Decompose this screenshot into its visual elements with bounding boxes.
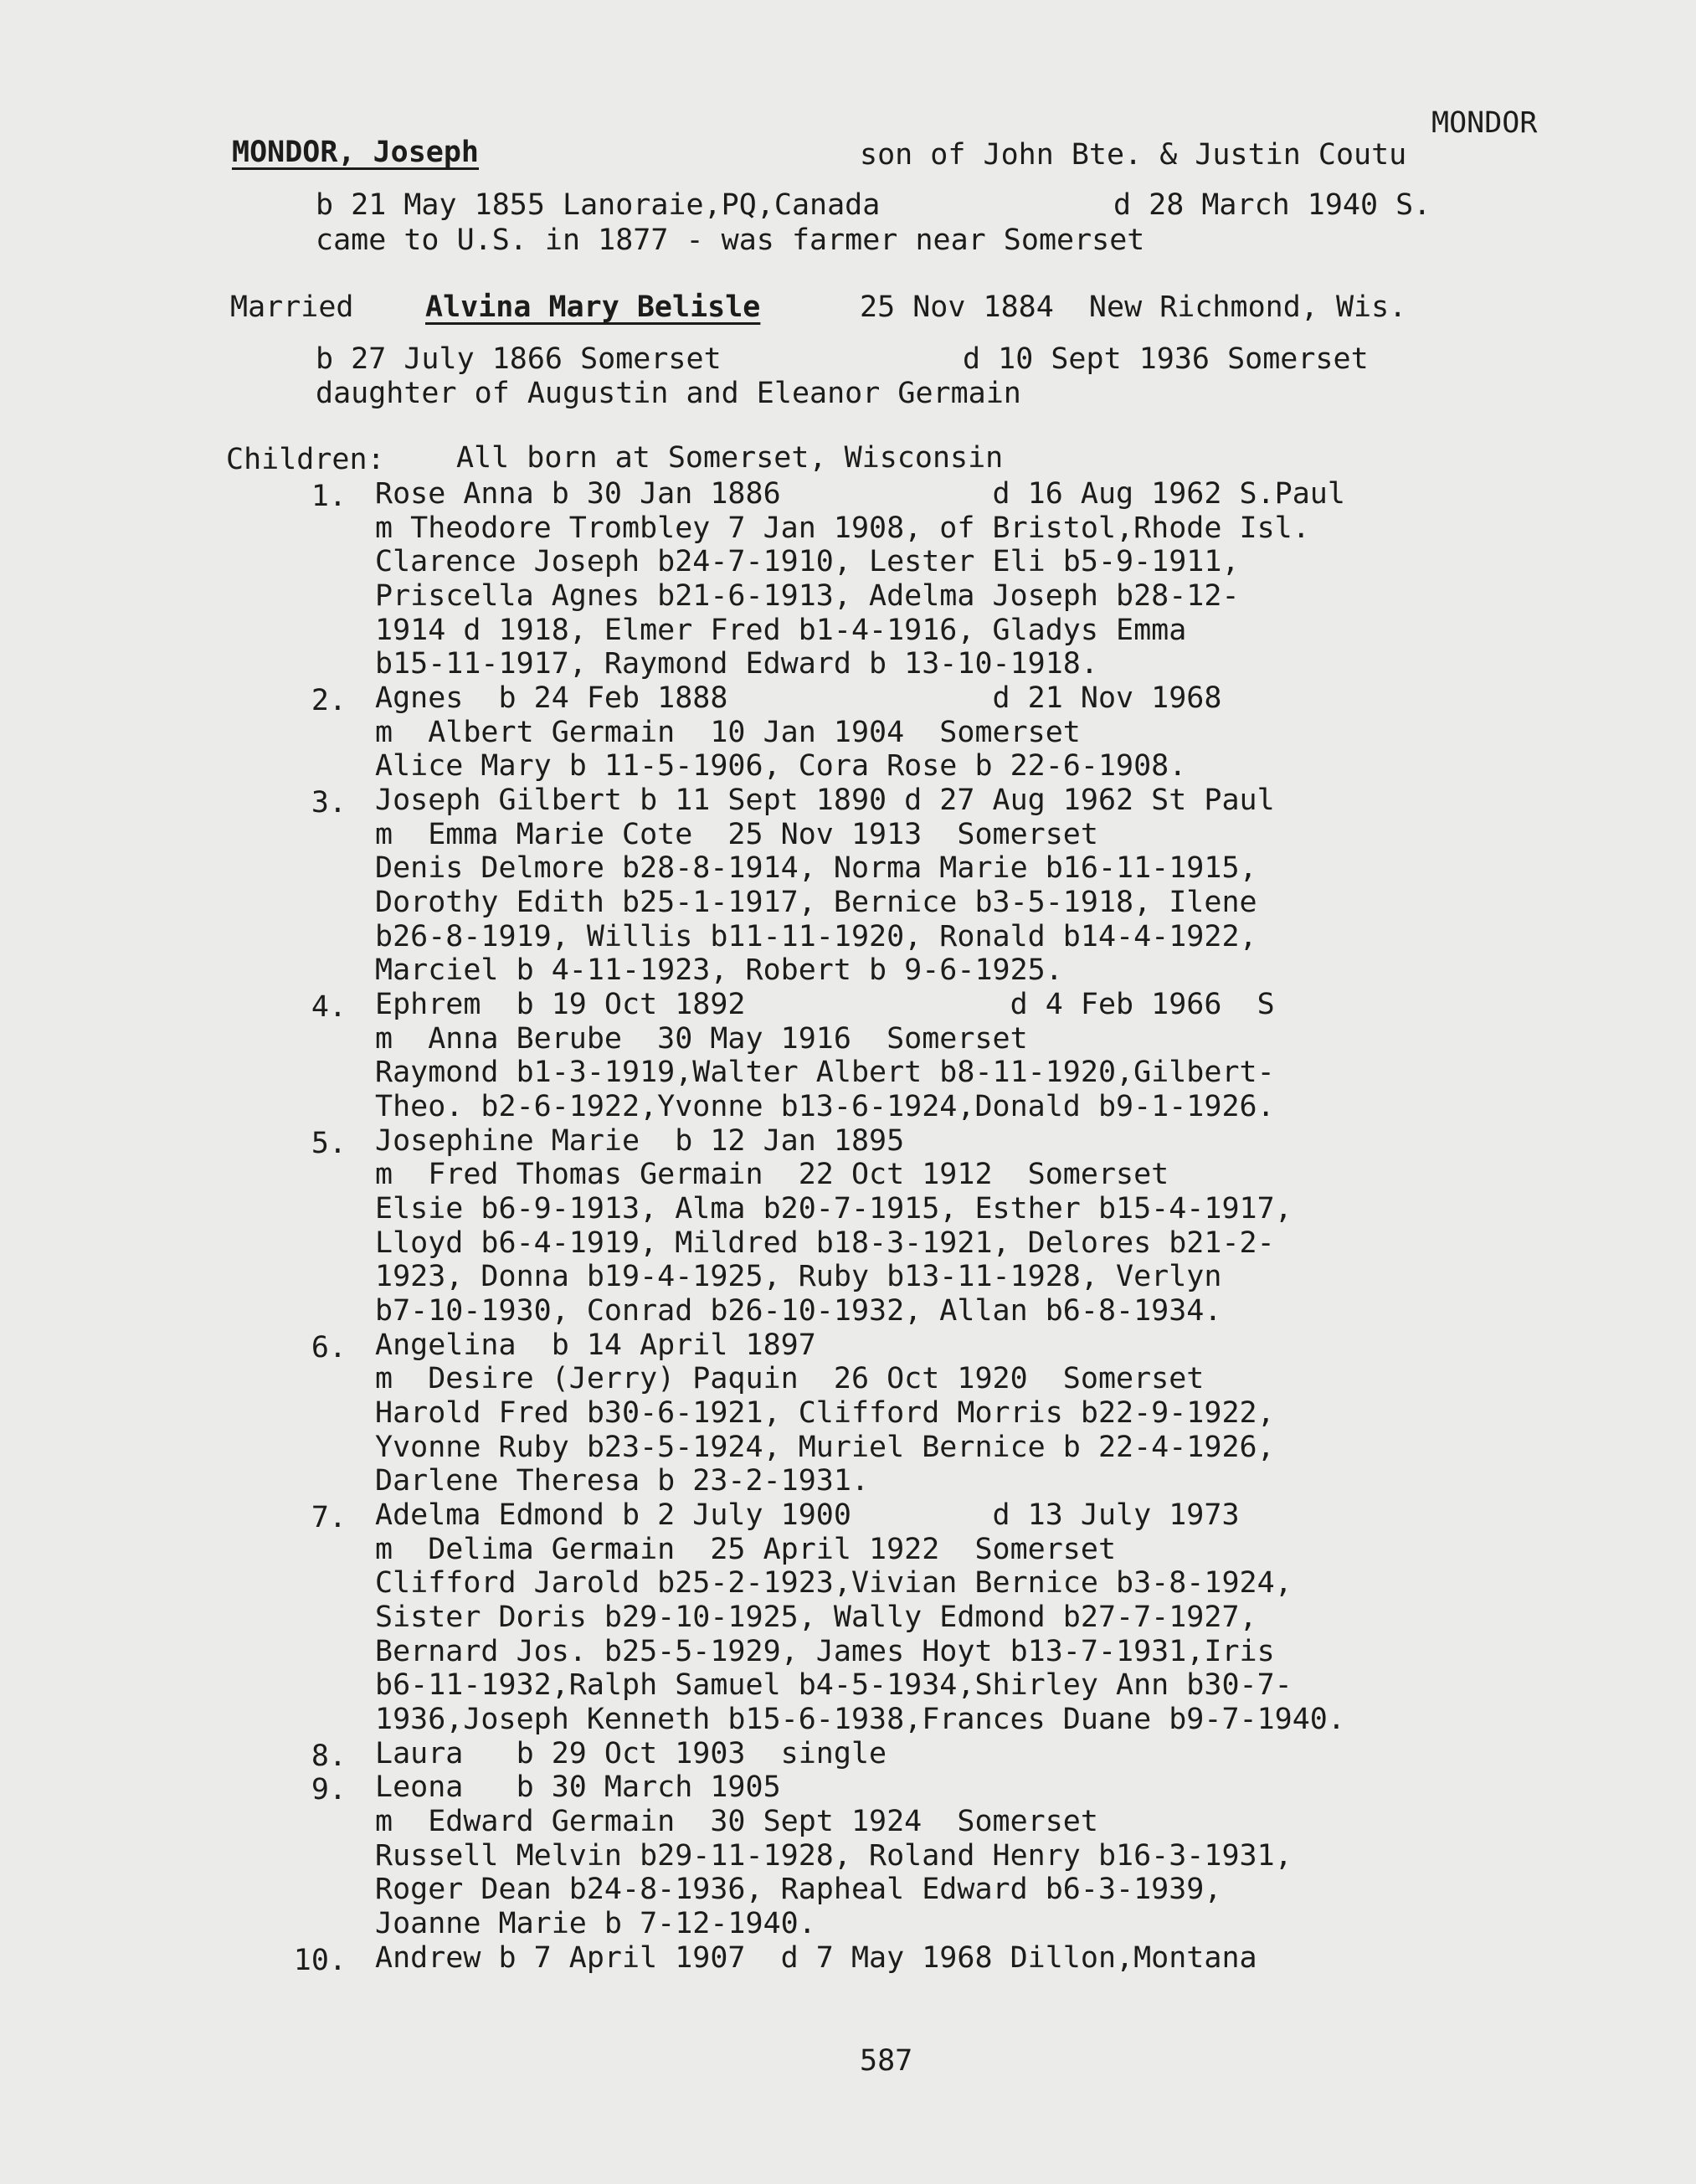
child-number: 9. bbox=[311, 1773, 347, 1806]
page-number: 587 bbox=[860, 2044, 913, 2078]
child-number: 5. bbox=[311, 1127, 347, 1160]
child-line: Russell Melvin b29-11-1928, Roland Henry b16-3-1931, bbox=[375, 1839, 1293, 1873]
children-note: All born at Somerset, Wisconsin bbox=[456, 441, 1004, 475]
child-line: 1936,Joseph Kenneth b15-6-1938,Frances Duane b9-7-1940. bbox=[375, 1703, 1345, 1736]
spouse-parents: daughter of Augustin and Eleanor Germain bbox=[316, 377, 1021, 410]
death-text: d 28 March 1940 S. bbox=[1113, 188, 1431, 222]
child-line: Marciel b 4-11-1923, Robert b 9-6-1925. bbox=[375, 953, 1063, 987]
child-line: Laura b 29 Oct 1903 single bbox=[375, 1737, 887, 1770]
child-line: Adelma Edmond b 2 July 1900 d 13 July 1973 bbox=[375, 1498, 1240, 1532]
child-line: Rose Anna b 30 Jan 1886 d 16 Aug 1962 S.Paul bbox=[375, 477, 1345, 511]
child-line: m Emma Marie Cote 25 Nov 1913 Somerset bbox=[375, 818, 1098, 851]
child-number: 3. bbox=[311, 786, 347, 820]
child-line: Leona b 30 March 1905 bbox=[375, 1770, 781, 1804]
child-line: Joanne Marie b 7-12-1940. bbox=[375, 1907, 816, 1940]
child-line: Sister Doris b29-10-1925, Wally Edmond b27-7-1927, bbox=[375, 1601, 1257, 1634]
child-line: Roger Dean b24-8-1936, Rapheal Edward b6-3-1939, bbox=[375, 1873, 1222, 1906]
child-line: Agnes b 24 Feb 1888 d 21 Nov 1968 bbox=[375, 681, 1222, 715]
child-line: b7-10-1930, Conrad b26-10-1932, Allan b6-8-1934. bbox=[375, 1294, 1222, 1328]
note-text: came to U.S. in 1877 - was farmer near Somerset bbox=[316, 224, 1145, 257]
child-number: 8. bbox=[311, 1739, 347, 1773]
parents-text: son of John Bte. & Justin Coutu bbox=[860, 138, 1407, 172]
birth-text: b 21 May 1855 Lanoraie,PQ,Canada bbox=[316, 188, 881, 222]
child-line: Priscella Agnes b21-6-1913, Adelma Joseph b28-12- bbox=[375, 579, 1240, 613]
child-number: 4. bbox=[311, 990, 347, 1024]
child-number: 10. bbox=[293, 1944, 347, 1977]
spouse-death: d 10 Sept 1936 Somerset bbox=[963, 342, 1369, 376]
married-label: Married bbox=[230, 290, 354, 324]
child-line: 1914 d 1918, Elmer Fred b1-4-1916, Gladys Emma bbox=[375, 614, 1187, 647]
child-number: 1. bbox=[311, 480, 347, 513]
child-line: m Anna Berube 30 May 1916 Somerset bbox=[375, 1022, 1028, 1056]
child-line: Joseph Gilbert b 11 Sept 1890 d 27 Aug 1962 St Paul bbox=[375, 784, 1275, 817]
child-line: Darlene Theresa b 23-2-1931. bbox=[375, 1464, 870, 1498]
child-line: b26-8-1919, Willis b11-11-1920, Ronald b14-4-1922, bbox=[375, 920, 1257, 953]
child-line: Ephrem b 19 Oct 1892 d 4 Feb 1966 S bbox=[375, 988, 1275, 1021]
child-line: b6-11-1932,Ralph Samuel b4-5-1934,Shirley Ann b30-7- bbox=[375, 1668, 1293, 1702]
child-line: Clifford Jarold b25-2-1923,Vivian Bernice b3-8-1924, bbox=[375, 1566, 1293, 1600]
child-line: m Albert Germain 10 Jan 1904 Somerset bbox=[375, 716, 1081, 749]
child-line: Alice Mary b 11-5-1906, Cora Rose b 22-6-1908. bbox=[375, 749, 1187, 783]
child-line: b15-11-1917, Raymond Edward b 13-10-1918. bbox=[375, 647, 1098, 681]
child-line: Raymond b1-3-1919,Walter Albert b8-11-1920,Gilbert- bbox=[375, 1056, 1275, 1089]
spouse-birth: b 27 July 1866 Somerset bbox=[316, 342, 722, 376]
child-line: Clarence Joseph b24-7-1910, Lester Eli b5-9-1911, bbox=[375, 545, 1240, 578]
child-number: 2. bbox=[311, 684, 347, 717]
child-line: 1923, Donna b19-4-1925, Ruby b13-11-1928, Verlyn bbox=[375, 1260, 1222, 1293]
child-line: m Delima Germain 25 April 1922 Somerset bbox=[375, 1533, 1117, 1566]
person-name: MONDOR, Joseph bbox=[232, 136, 480, 169]
child-line: Angelina b 14 April 1897 bbox=[375, 1328, 816, 1362]
child-line: Denis Delmore b28-8-1914, Norma Marie b16-11-1915, bbox=[375, 851, 1257, 885]
child-line: Lloyd b6-4-1919, Mildred b18-3-1921, Delores b21-2- bbox=[375, 1226, 1275, 1260]
child-line: Yvonne Ruby b23-5-1924, Muriel Bernice b 22-4-1926, bbox=[375, 1431, 1275, 1464]
child-line: Bernard Jos. b25-5-1929, James Hoyt b13-7-1931,Iris bbox=[375, 1635, 1275, 1668]
child-number: 7. bbox=[311, 1501, 347, 1534]
child-line: m Edward Germain 30 Sept 1924 Somerset bbox=[375, 1805, 1098, 1838]
child-line: Andrew b 7 April 1907 d 7 May 1968 Dillon,Montana bbox=[375, 1941, 1257, 1975]
marriage-date-place: 25 Nov 1884 New Richmond, Wis. bbox=[860, 290, 1407, 324]
child-line: Harold Fred b30-6-1921, Clifford Morris b22-9-1922, bbox=[375, 1396, 1275, 1430]
child-line: m Desire (Jerry) Paquin 26 Oct 1920 Somerset bbox=[375, 1362, 1205, 1395]
child-line: m Theodore Trombley 7 Jan 1908, of Bristol,Rhode Isl. bbox=[375, 511, 1310, 545]
children-label: Children: bbox=[226, 443, 385, 476]
child-line: m Fred Thomas Germain 22 Oct 1912 Somerset bbox=[375, 1158, 1169, 1191]
spouse-name: Alvina Mary Belisle bbox=[425, 290, 761, 324]
child-line: Josephine Marie b 12 Jan 1895 bbox=[375, 1124, 905, 1158]
child-line: Theo. b2-6-1922,Yvonne b13-6-1924,Donald b9-1-1926. bbox=[375, 1090, 1275, 1123]
child-line: Dorothy Edith b25-1-1917, Bernice b3-5-1918, Ilene bbox=[375, 886, 1257, 919]
child-line: Elsie b6-9-1913, Alma b20-7-1915, Esther b15-4-1917, bbox=[375, 1192, 1293, 1226]
child-number: 6. bbox=[311, 1331, 347, 1364]
surname-tag: MONDOR bbox=[1431, 106, 1538, 140]
